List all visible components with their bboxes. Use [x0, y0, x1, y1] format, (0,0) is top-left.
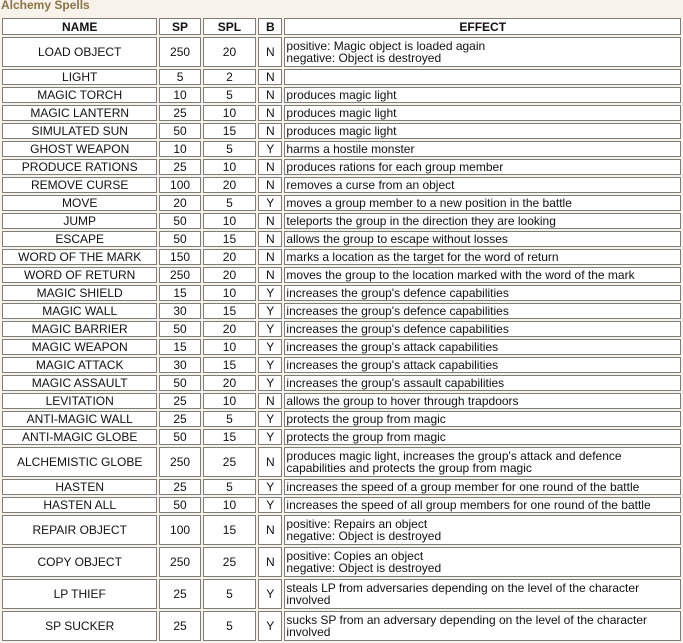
spell-spl: 15 [203, 357, 256, 373]
spell-name: LEVITATION [2, 393, 157, 409]
spell-effect-line: sucks SP from an adversary depending on the level of the character [286, 613, 648, 627]
table-row [2, 177, 681, 193]
spell-spl: 15 [203, 515, 256, 545]
table-row [2, 285, 681, 301]
spell-name: GHOST WEAPON [2, 141, 157, 157]
column-header-b: B [258, 18, 282, 35]
spell-name: HASTEN [2, 479, 157, 495]
spell-battle: Y [258, 339, 282, 355]
spell-sp: 150 [159, 249, 200, 265]
spell-effect-line: removes a curse from an object [286, 178, 455, 192]
spell-sp: 250 [159, 37, 200, 67]
spell-spl: 5 [203, 195, 256, 211]
spell-battle: N [258, 37, 282, 67]
spell-sp: 15 [159, 285, 200, 301]
spell-name: COPY OBJECT [2, 547, 157, 577]
spell-effect [284, 231, 681, 247]
column-header-effect: EFFECT [284, 18, 681, 35]
spell-battle: N [258, 177, 282, 193]
spell-name: LIGHT [2, 69, 157, 85]
spell-effect-line: negative: Object is destroyed [286, 51, 442, 65]
spell-spl: 10 [203, 339, 256, 355]
spell-effect-line: steals LP from adversaries depending on the level of the character [286, 581, 640, 595]
spell-name: MAGIC ATTACK [2, 357, 157, 373]
spell-name: LOAD OBJECT [2, 37, 157, 67]
table-row [2, 159, 681, 175]
spell-battle: N [258, 123, 282, 139]
spell-sp: 25 [159, 159, 200, 175]
spell-effect [284, 515, 681, 545]
spell-effect-line: negative: Object is destroyed [286, 529, 442, 543]
spell-effect-line: increases the group's assault capabilities [286, 376, 505, 390]
spell-sp: 50 [159, 123, 200, 139]
spell-spl: 10 [203, 213, 256, 229]
spell-battle: N [258, 213, 282, 229]
spell-battle: N [258, 105, 282, 121]
spell-spl: 15 [203, 123, 256, 139]
table-row [2, 339, 681, 355]
spell-effect [284, 411, 681, 427]
spell-spl: 20 [203, 37, 256, 67]
spell-name: ANTI-MAGIC GLOBE [2, 429, 157, 445]
spell-effect [284, 159, 681, 175]
spell-spl: 5 [203, 87, 256, 103]
table-row [2, 375, 681, 391]
table-row [2, 447, 681, 477]
spell-spl: 5 [203, 579, 256, 609]
spell-name: MAGIC ASSAULT [2, 375, 157, 391]
spell-battle: Y [258, 611, 282, 641]
spell-effect [284, 195, 681, 211]
spell-battle: Y [258, 429, 282, 445]
table-row [2, 393, 681, 409]
spell-effect-line: produces magic light [286, 106, 397, 120]
spell-battle: Y [258, 357, 282, 373]
spell-name: MAGIC BARRIER [2, 321, 157, 337]
spell-battle: N [258, 69, 282, 85]
spell-effect-line: moves a group member to a new position in the battle [286, 196, 572, 210]
spell-battle: N [258, 393, 282, 409]
spell-battle: Y [258, 195, 282, 211]
spell-effect-line: allows the group to escape without losses [286, 232, 508, 246]
table-row [2, 213, 681, 229]
spell-sp: 25 [159, 411, 200, 427]
spell-battle: N [258, 249, 282, 265]
spell-name: WORD OF RETURN [2, 267, 157, 283]
spell-effect [284, 479, 681, 495]
spell-spl: 20 [203, 321, 256, 337]
spell-effect [284, 375, 681, 391]
spell-sp: 5 [159, 69, 200, 85]
spell-name: MAGIC SHIELD [2, 285, 157, 301]
spell-name: HASTEN ALL [2, 497, 157, 513]
table-row [2, 429, 681, 445]
spell-effect-line: negative: Object is destroyed [286, 561, 442, 575]
spell-sp: 25 [159, 611, 200, 641]
spell-spl: 5 [203, 411, 256, 427]
table-row [2, 123, 681, 139]
spell-spl: 20 [203, 177, 256, 193]
spell-effect [284, 579, 681, 609]
spell-sp: 50 [159, 321, 200, 337]
spell-effect-line: marks a location as the target for the word of return [286, 250, 559, 264]
spell-spl: 10 [203, 159, 256, 175]
table-row [2, 141, 681, 157]
spell-name: MAGIC LANTERN [2, 105, 157, 121]
spell-battle: Y [258, 497, 282, 513]
spell-effect-line: increases the group's attack capabilities [286, 358, 499, 372]
spell-battle: N [258, 231, 282, 247]
spell-sp: 50 [159, 375, 200, 391]
spell-effect-line: teleports the group in the direction they are looking [286, 214, 556, 228]
table-row [2, 195, 681, 211]
spell-name: PRODUCE RATIONS [2, 159, 157, 175]
table-row [2, 267, 681, 283]
spell-battle: Y [258, 375, 282, 391]
spell-name: MAGIC TORCH [2, 87, 157, 103]
column-header-name: NAME [2, 18, 157, 35]
spell-sp: 100 [159, 177, 200, 193]
spell-effect-line: protects the group from magic [286, 430, 446, 444]
spell-spl: 25 [203, 447, 256, 477]
table-row [2, 411, 681, 427]
spell-spl: 15 [203, 231, 256, 247]
spell-effect [284, 249, 681, 265]
spell-effect [284, 123, 681, 139]
table-header-row [2, 18, 681, 35]
spell-battle: Y [258, 141, 282, 157]
spell-sp: 20 [159, 195, 200, 211]
spell-sp: 250 [159, 547, 200, 577]
spell-effect-line: positive: Repairs an object [286, 517, 428, 531]
spell-effect [284, 69, 681, 85]
spell-effect [284, 547, 681, 577]
table-row [2, 579, 681, 609]
spell-sp: 25 [159, 479, 200, 495]
spell-name: REPAIR OBJECT [2, 515, 157, 545]
spell-effect-line: increases the group's defence capabilities [286, 286, 509, 300]
spell-effect-line: increases the group's defence capabilities [286, 322, 509, 336]
column-header-sp: SP [159, 18, 200, 35]
spell-rows [2, 37, 681, 641]
spell-effect-line: positive: Magic object is loaded again [286, 39, 486, 53]
spell-sp: 30 [159, 357, 200, 373]
spell-spl: 10 [203, 393, 256, 409]
spell-effect [284, 357, 681, 373]
spell-sp: 10 [159, 141, 200, 157]
spell-name: REMOVE CURSE [2, 177, 157, 193]
spell-effect-line: increases the group's defence capabilities [286, 304, 509, 318]
spell-name: MAGIC WALL [2, 303, 157, 319]
spell-effect [284, 497, 681, 513]
spell-name: MAGIC WEAPON [2, 339, 157, 355]
spell-battle: Y [258, 411, 282, 427]
spell-battle: Y [258, 285, 282, 301]
spell-effect-line: increases the group's attack capabilities [286, 340, 499, 354]
spell-battle: N [258, 159, 282, 175]
page-title: Alchemy Spells [1, 0, 90, 12]
spell-effect-line: produces magic light, increases the group's attack and defence [286, 449, 622, 463]
spell-spl: 5 [203, 479, 256, 495]
spell-name: ANTI-MAGIC WALL [2, 411, 157, 427]
spell-battle: N [258, 547, 282, 577]
spell-sp: 50 [159, 231, 200, 247]
spell-spl: 10 [203, 497, 256, 513]
spell-sp: 10 [159, 87, 200, 103]
table-row [2, 303, 681, 319]
table-row [2, 249, 681, 265]
spell-spl: 20 [203, 249, 256, 265]
spell-effect-line: moves the group to the location marked with the word of the mark [286, 268, 635, 282]
spell-effect [284, 177, 681, 193]
table-row [2, 69, 681, 85]
spell-name: SP SUCKER [2, 611, 157, 641]
spell-effect-line: produces magic light [286, 124, 397, 138]
spell-name: SIMULATED SUN [2, 123, 157, 139]
spell-spl: 15 [203, 429, 256, 445]
spell-spl: 5 [203, 611, 256, 641]
spell-effect-line: increases the speed of all group members for one round of the battle [286, 498, 651, 512]
spell-sp: 15 [159, 339, 200, 355]
spell-effect [284, 303, 681, 319]
spell-sp: 30 [159, 303, 200, 319]
spell-effect [284, 267, 681, 283]
table-row [2, 105, 681, 121]
spell-spl: 5 [203, 141, 256, 157]
table-row [2, 479, 681, 495]
spell-effect [284, 37, 681, 67]
spell-sp: 250 [159, 267, 200, 283]
spell-name: LP THIEF [2, 579, 157, 609]
spell-effect-line: involved [286, 593, 331, 607]
spell-sp: 250 [159, 447, 200, 477]
table-row [2, 87, 681, 103]
spell-name: WORD OF THE MARK [2, 249, 157, 265]
spell-effect-line: produces rations for each group member [286, 160, 504, 174]
spell-effect-line: produces magic light [286, 88, 397, 102]
spell-battle: Y [258, 303, 282, 319]
table-row [2, 37, 681, 67]
spell-sp: 25 [159, 393, 200, 409]
spell-effect [284, 87, 681, 103]
spell-battle: Y [258, 321, 282, 337]
spell-effect [284, 339, 681, 355]
table-row [2, 547, 681, 577]
spell-effect [284, 321, 681, 337]
spell-name: JUMP [2, 213, 157, 229]
table-row [2, 357, 681, 373]
spell-spl: 25 [203, 547, 256, 577]
table-row [2, 515, 681, 545]
table-row [2, 231, 681, 247]
spell-effect-line: positive: Copies an object [286, 549, 424, 563]
spell-effect [284, 393, 681, 409]
spell-spl: 2 [203, 69, 256, 85]
spell-spl: 15 [203, 303, 256, 319]
spell-sp: 50 [159, 429, 200, 445]
spell-battle: N [258, 447, 282, 477]
spell-effect-line: allows the group to hover through trapdoors [286, 394, 519, 408]
spell-effect [284, 213, 681, 229]
spells-table [0, 16, 683, 643]
spell-battle: N [258, 515, 282, 545]
spell-effect [284, 105, 681, 121]
spell-sp: 100 [159, 515, 200, 545]
spell-effect [284, 141, 681, 157]
spell-effect-line: involved [286, 625, 331, 639]
spell-name: ESCAPE [2, 231, 157, 247]
table-row [2, 321, 681, 337]
spell-spl: 10 [203, 105, 256, 121]
spell-effect-line: capabilities and protects the group from magic [286, 461, 532, 475]
table-row [2, 611, 681, 641]
spell-effect-line: protects the group from magic [286, 412, 446, 426]
column-header-spl: SPL [203, 18, 256, 35]
spell-sp: 25 [159, 579, 200, 609]
spell-effect [284, 447, 681, 477]
spell-effect-line: increases the speed of a group member for one round of the battle [286, 480, 640, 494]
spell-effect [284, 611, 681, 641]
spell-sp: 50 [159, 497, 200, 513]
spell-battle: Y [258, 579, 282, 609]
spell-name: ALCHEMISTIC GLOBE [2, 447, 157, 477]
table-row [2, 497, 681, 513]
spell-battle: Y [258, 479, 282, 495]
spell-battle: N [258, 267, 282, 283]
spell-effect [284, 285, 681, 301]
spell-effect-line: harms a hostile monster [286, 142, 415, 156]
spell-effect [284, 429, 681, 445]
spell-sp: 25 [159, 105, 200, 121]
spell-battle: N [258, 87, 282, 103]
spell-sp: 50 [159, 213, 200, 229]
spell-spl: 10 [203, 285, 256, 301]
spell-name: MOVE [2, 195, 157, 211]
spell-spl: 20 [203, 375, 256, 391]
spell-spl: 20 [203, 267, 256, 283]
